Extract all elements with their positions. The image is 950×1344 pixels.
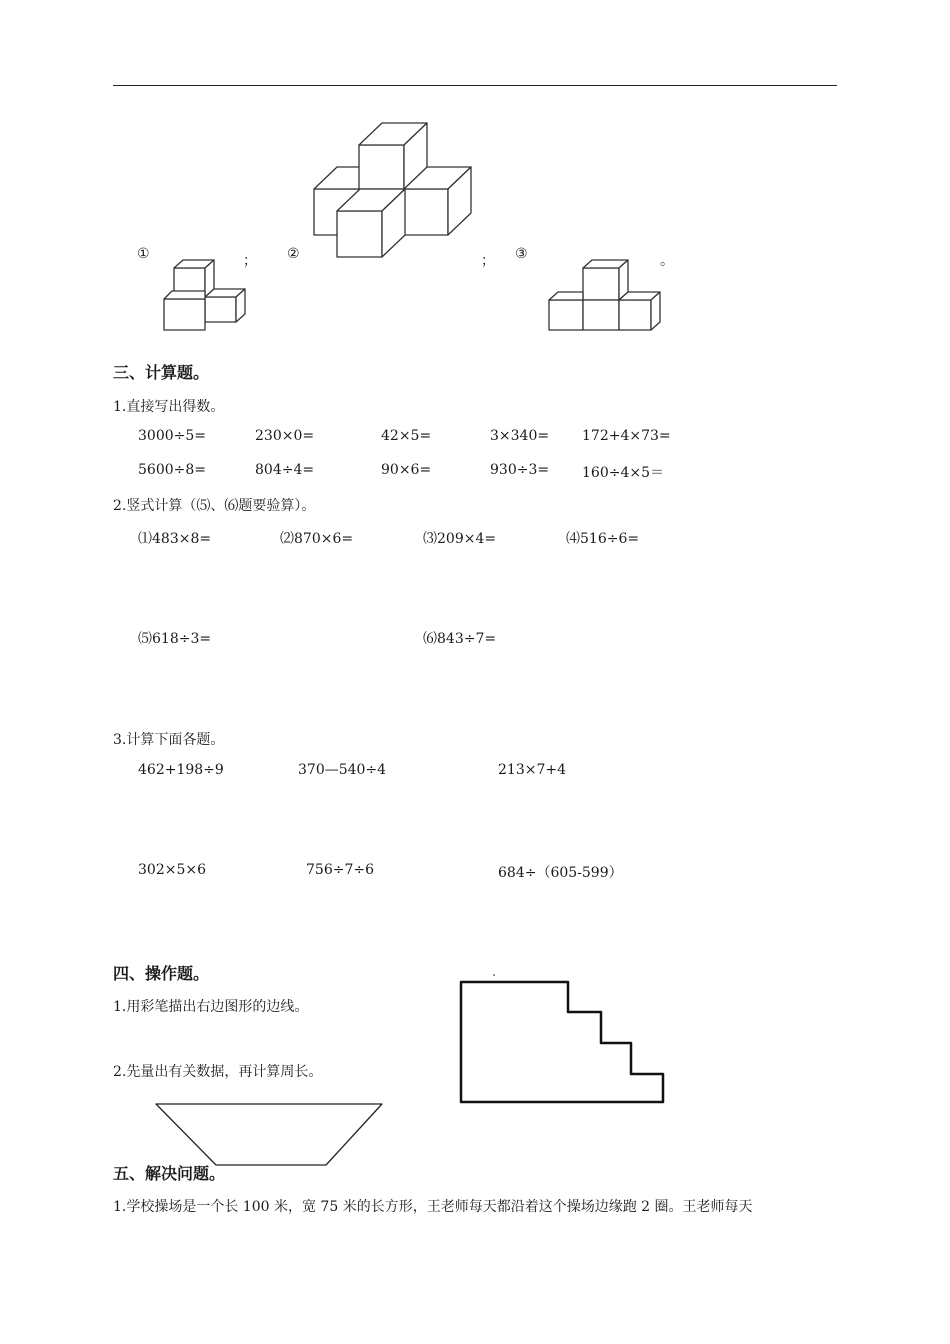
cube-figure-3 — [545, 258, 670, 336]
q3-item: 370—540÷4 — [298, 762, 387, 778]
q2-title: 2.竖式计算（⑸、⑹题要验算）。 — [113, 498, 316, 514]
q1-item: 3000÷5= — [138, 428, 206, 444]
q2-item: ⑶209×4= — [423, 531, 497, 547]
figure-separator-2: ； — [481, 253, 495, 269]
q2-item: ⑷516÷6= — [566, 531, 640, 547]
q1-item: 90×6= — [381, 462, 432, 478]
q3-item: 302×5×6 — [138, 862, 206, 878]
q2-item: ⑴483×8= — [138, 531, 212, 547]
q1-item: 5600÷8= — [138, 462, 206, 478]
q1-item: 804÷4= — [255, 462, 315, 478]
problem-q1: 1.学校操场是一个长 100 米，宽 75 米的长方形，王老师每天都沿着这个操场边缘跑 2 圈。王老师每天 — [113, 1199, 753, 1215]
section-5-title: 五、解决问题。 — [113, 1164, 226, 1183]
q3-item: 756÷7÷6 — [306, 862, 374, 878]
operation-q1: 1.用彩笔描出右边图形的边线。 — [113, 999, 309, 1015]
q3-item: 462+198÷9 — [138, 762, 224, 778]
figure-separator-1: ； — [243, 253, 257, 269]
q1-item: 172+4×73= — [582, 428, 671, 444]
section-4-title: 四、操作题。 — [113, 964, 210, 983]
header-rule — [113, 85, 837, 86]
operation-q2: 2.先量出有关数据，再计算周长。 — [113, 1064, 323, 1080]
q1-item: 160÷4×5＝ — [582, 465, 664, 481]
q1-title: 1.直接写出得数。 — [113, 399, 225, 415]
trapezoid-shape — [150, 1098, 390, 1170]
q3-title: 3.计算下面各题。 — [113, 732, 225, 748]
q2-item: ⑹843÷7= — [423, 631, 497, 647]
figure-label-1: ① — [137, 246, 150, 262]
cube-figure-1 — [160, 258, 255, 333]
cube-figure-2 — [300, 115, 490, 265]
q1-item: 42×5= — [381, 428, 432, 444]
q1-item: 930÷3= — [490, 462, 550, 478]
figure-label-3: ③ — [515, 246, 528, 262]
q3-item: 213×7+4 — [498, 762, 566, 778]
q1-item: 3×340= — [490, 428, 550, 444]
q1-item: 230×0= — [255, 428, 315, 444]
figure-separator-3: 。 — [660, 253, 674, 269]
q2-item: ⑸618÷3= — [138, 631, 212, 647]
q2-item: ⑵870×6= — [280, 531, 354, 547]
staircase-shape — [455, 970, 675, 1110]
q3-item: 684÷（605-599） — [498, 865, 623, 881]
section-3-title: 三、计算题。 — [113, 363, 210, 382]
figure-label-2: ② — [287, 246, 300, 262]
